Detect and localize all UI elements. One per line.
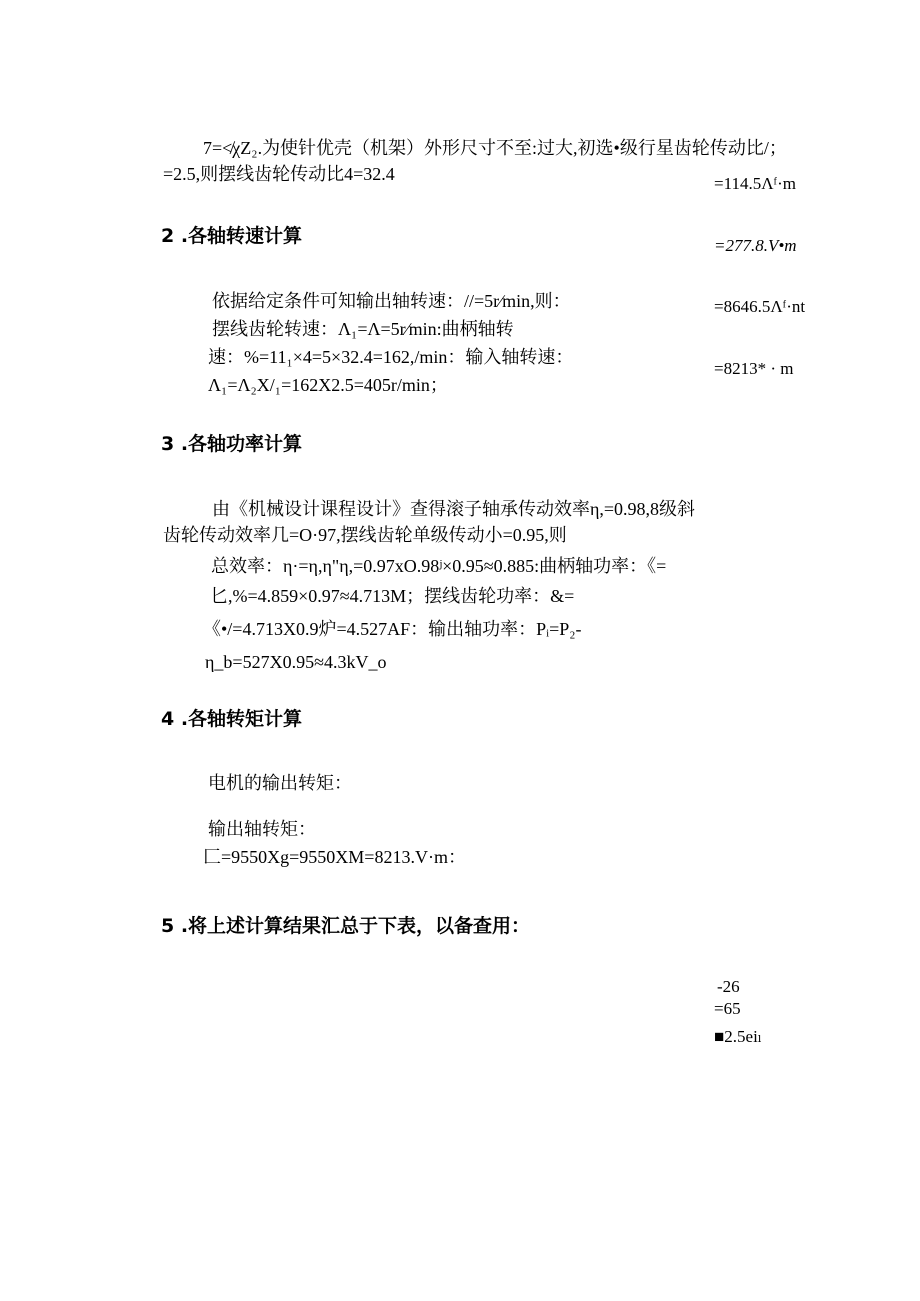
output-torque-label: 输出轴转矩： <box>208 819 316 839</box>
section-2-line-3: 速：%=11₁×4=5×32.4=162,/min：输入轴转速： <box>208 347 574 367</box>
bottom-value-2: =65 <box>714 999 741 1018</box>
intro-line-2: =2.5,则摆线齿轮传动比4=32.4 <box>163 164 395 184</box>
right-value-2: =277.8.V•m <box>714 236 797 255</box>
right-value-4: =8213* · m <box>714 359 794 378</box>
section-2-line-4: Λ₁=Λ₂X/₁=162X2.5=405r/min； <box>208 375 448 395</box>
section-3-line-5: 《•/=4.713X0.9炉=4.527AF：输出轴功率：Pᵢ=P₂- <box>203 619 582 639</box>
section-3-line-4: 匕,%=4.859×0.97≈4.713M；摆线齿轮功率：&= <box>210 586 575 606</box>
section-3-line-3: 总效率：η·=η,η"η,=0.97xO.98ʲ×0.95≈0.885:曲柄轴功率：《= <box>211 556 667 576</box>
output-torque-formula: 匚=9550Xg=9550XM=8213.V·m： <box>203 847 466 867</box>
section-2-line-2: 摆线齿轮转速：Λ₁=Λ=5r∕min:曲柄轴转 <box>212 319 514 339</box>
section-3-line-1: 由《机械设计课程设计》查得滚子轴承传动效率η,=0.98,8级斜 <box>212 499 696 519</box>
section-3-heading: 3 .各轴功率计算 <box>161 433 303 455</box>
section-5-heading: 5 .将上述计算结果汇总于下表，以备查用： <box>161 915 531 937</box>
section-2-heading: 2 .各轴转速计算 <box>161 225 303 247</box>
intro-line-1: 7=≮χZ₂.为使针优壳（机架）外形尺寸不至:过大,初选•级行星齿轮传动比/； <box>203 138 787 158</box>
right-value-3: =8646.5Λᶠ·nt <box>714 297 806 316</box>
right-value-1: =114.5Λᶠ·m <box>714 174 796 193</box>
section-3-line-6: η_b=527X0.95≈4.3kV_o <box>205 652 387 672</box>
section-4-heading: 4 .各轴转矩计算 <box>161 708 303 730</box>
section-3-line-2: 齿轮传动效率几=O·97,摆线齿轮单级传动小=0.95,则 <box>163 525 567 545</box>
section-2-line-1: 依据给定条件可知输出轴转速：//=5r∕min,则： <box>212 291 571 311</box>
bottom-value-1: -26 <box>717 977 740 996</box>
bottom-value-3: ■2.5eiₗ <box>714 1027 762 1046</box>
motor-torque-label: 电机的输出转矩： <box>208 773 352 793</box>
